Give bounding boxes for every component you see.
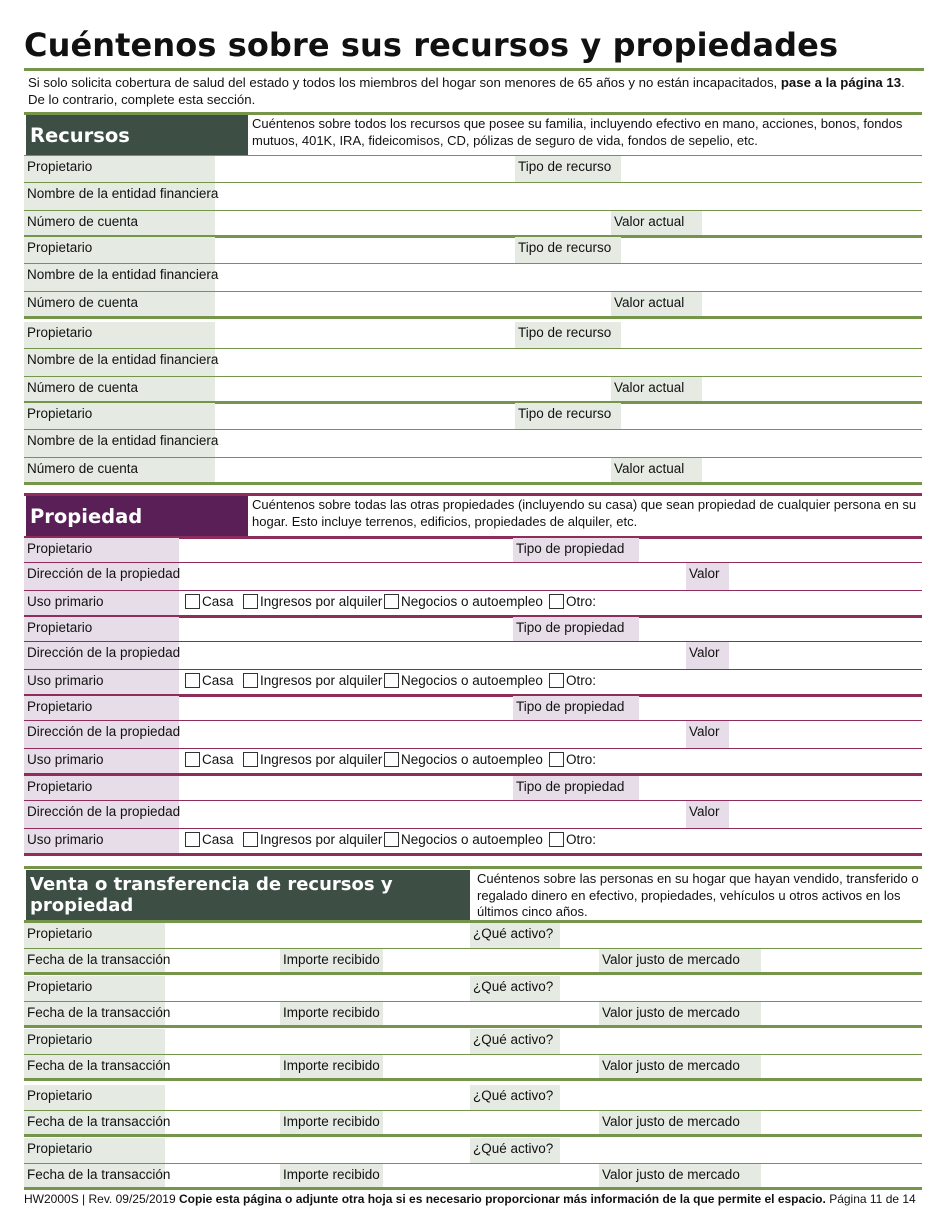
intro-text-part2: . De lo contrario, complete esta sección.	[28, 75, 905, 107]
owner-label: Propietario	[24, 1138, 165, 1163]
institution-label: Nombre de la entidad financiera	[24, 349, 215, 376]
property-address-row	[24, 801, 922, 828]
institution-label: Nombre de la entidad financiera	[24, 183, 215, 210]
resources-section	[24, 112, 922, 487]
owner-input[interactable]	[179, 696, 513, 720]
option-label: Ingresos por alquiler	[260, 673, 383, 688]
option-label: Casa	[202, 832, 234, 847]
fair-market-value-input[interactable]	[761, 1055, 922, 1078]
fair-market-value-input[interactable]	[761, 1002, 922, 1025]
owner-input[interactable]	[215, 403, 515, 429]
option-label: Otro:	[566, 594, 597, 609]
property-section	[24, 493, 922, 857]
business-option	[384, 673, 543, 688]
home-option	[185, 673, 234, 688]
primary-use-label: Uso primario	[24, 829, 179, 853]
transfer-date-row	[24, 949, 922, 972]
transfer-top-rule	[24, 866, 922, 869]
asset-input[interactable]	[560, 1085, 922, 1110]
fair-market-value-label: Valor justo de mercado	[599, 1002, 761, 1025]
institution-input[interactable]	[215, 430, 922, 457]
owner-label: Propietario	[24, 538, 179, 562]
property-address-row	[24, 721, 922, 748]
option-label: Negocios o autoempleo	[401, 673, 543, 688]
asset-label: ¿Qué activo?	[470, 1029, 560, 1054]
checkbox[interactable]	[185, 594, 200, 609]
resource-type-input[interactable]	[621, 156, 922, 182]
option-label: Negocios o autoempleo	[401, 832, 543, 847]
institution-input[interactable]	[215, 183, 922, 210]
option-label: Otro:	[566, 752, 597, 767]
page-number: Página 11 de 14	[829, 1192, 916, 1206]
resource-owner-row	[24, 156, 922, 182]
option-label: Casa	[202, 752, 234, 767]
resource-owner-row	[24, 322, 922, 348]
property-address-input[interactable]	[179, 721, 686, 748]
property-type-input[interactable]	[639, 776, 922, 800]
owner-input[interactable]	[215, 237, 515, 263]
owner-label: Propietario	[24, 1085, 165, 1110]
resource-type-input[interactable]	[621, 237, 922, 263]
checkbox[interactable]	[384, 832, 399, 847]
form-id: HW2000S | Rev. 09/25/2019	[24, 1192, 176, 1206]
entry-divider	[24, 1134, 922, 1137]
current-value-input[interactable]	[702, 211, 922, 235]
owner-input[interactable]	[165, 1029, 470, 1054]
property-value-label: Valor	[686, 721, 729, 748]
owner-input[interactable]	[165, 1138, 470, 1163]
intro-text	[28, 74, 924, 108]
rental-income-option	[243, 673, 382, 688]
checkbox[interactable]	[549, 673, 564, 688]
option-label: Negocios o autoempleo	[401, 752, 543, 767]
option-label: Negocios o autoempleo	[401, 594, 543, 609]
transaction-date-input[interactable]	[165, 1164, 280, 1187]
account-number-label: Número de cuenta	[24, 377, 215, 401]
primary-use-row	[24, 829, 922, 853]
amount-received-label: Importe recibido	[280, 1002, 383, 1025]
business-option	[384, 752, 543, 767]
owner-input[interactable]	[165, 976, 470, 1001]
fair-market-value-label: Valor justo de mercado	[599, 1164, 761, 1187]
transfer-header: Venta o transferencia de recursos y propiedad	[26, 870, 470, 920]
owner-label: Propietario	[24, 322, 215, 348]
transfer-description: Cuéntenos sobre las personas en su hogar que hayan vendido, transferido o regalado dinero en efectivo, propiedades, vehículos u otros activos en los últimos cinco años.	[477, 871, 919, 919]
other-option	[549, 594, 596, 609]
resource-type-label: Tipo de recurso	[515, 322, 621, 348]
property-value-input[interactable]	[729, 801, 922, 828]
checkbox[interactable]	[243, 594, 258, 609]
checkbox[interactable]	[384, 673, 399, 688]
intro-text-part1: Si solo solicita cobertura de salud del estado y todos los miembros del hogar son menores de 65 años y no están incapacitados,	[28, 75, 781, 90]
checkbox[interactable]	[384, 594, 399, 609]
account-number-label: Número de cuenta	[24, 458, 215, 482]
account-number-label: Número de cuenta	[24, 292, 215, 316]
resource-type-input[interactable]	[621, 322, 922, 348]
primary-use-row	[24, 591, 922, 615]
amount-received-input[interactable]	[383, 949, 599, 972]
institution-input[interactable]	[215, 264, 922, 291]
property-type-input[interactable]	[639, 617, 922, 641]
owner-input[interactable]	[179, 776, 513, 800]
account-number-label: Número de cuenta	[24, 211, 215, 235]
property-value-input[interactable]	[729, 642, 922, 669]
transfer-owner-row	[24, 976, 922, 1001]
account-row	[24, 292, 922, 316]
other-input[interactable]	[604, 591, 922, 615]
transfer-section	[24, 866, 922, 1190]
rental-income-option	[243, 832, 382, 847]
asset-label: ¿Qué activo?	[470, 1138, 560, 1163]
property-address-row	[24, 642, 922, 669]
amount-received-label: Importe recibido	[280, 1055, 383, 1078]
fair-market-value-input[interactable]	[761, 1164, 922, 1187]
property-type-label: Tipo de propiedad	[513, 617, 639, 641]
property-address-label: Dirección de la propiedad	[24, 642, 179, 669]
checkbox[interactable]	[549, 832, 564, 847]
owner-label: Propietario	[24, 776, 179, 800]
rental-income-option	[243, 752, 382, 767]
transfer-owner-row	[24, 1029, 922, 1054]
account-number-input[interactable]	[215, 211, 611, 235]
transfer-owner-row	[24, 923, 922, 948]
property-owner-row	[24, 617, 922, 641]
home-option	[185, 752, 234, 767]
fair-market-value-input[interactable]	[761, 1111, 922, 1134]
page-title: Cuéntenos sobre sus recursos y propiedades	[24, 26, 839, 64]
asset-input[interactable]	[560, 1029, 922, 1054]
property-type-label: Tipo de propiedad	[513, 696, 639, 720]
current-value-label: Valor actual	[611, 377, 702, 401]
other-option	[549, 673, 596, 688]
checkbox[interactable]	[185, 752, 200, 767]
checkbox[interactable]	[243, 752, 258, 767]
transfer-date-row	[24, 1055, 922, 1078]
other-option	[549, 832, 596, 847]
owner-label: Propietario	[24, 1029, 165, 1054]
property-value-label: Valor	[686, 801, 729, 828]
transaction-date-input[interactable]	[165, 1002, 280, 1025]
amount-received-input[interactable]	[383, 1111, 599, 1134]
primary-use-row	[24, 670, 922, 694]
intro-text-bold: pase a la página 13	[780, 75, 902, 90]
option-label: Ingresos por alquiler	[260, 594, 383, 609]
checkbox[interactable]	[549, 594, 564, 609]
account-row	[24, 211, 922, 235]
primary-use-label: Uso primario	[24, 591, 179, 615]
transfer-owner-row	[24, 1138, 922, 1163]
asset-input[interactable]	[560, 976, 922, 1001]
entry-divider	[24, 1187, 922, 1190]
property-type-input[interactable]	[639, 696, 922, 720]
rental-income-option	[243, 594, 382, 609]
asset-label: ¿Qué activo?	[470, 976, 560, 1001]
property-address-label: Dirección de la propiedad	[24, 563, 179, 590]
entry-divider	[24, 972, 922, 975]
asset-input[interactable]	[560, 1138, 922, 1163]
current-value-input[interactable]	[702, 377, 922, 401]
amount-received-label: Importe recibido	[280, 949, 383, 972]
owner-label: Propietario	[24, 696, 179, 720]
account-number-input[interactable]	[215, 292, 611, 316]
owner-label: Propietario	[24, 976, 165, 1001]
current-value-input[interactable]	[702, 292, 922, 316]
footer-message: Copie esta página o adjunte otra hoja si es necesario proporcionar más información de la que permite el espacio.	[179, 1192, 826, 1206]
owner-label: Propietario	[24, 156, 215, 182]
property-value-label: Valor	[686, 642, 729, 669]
owner-input[interactable]	[179, 538, 513, 562]
transaction-date-input[interactable]	[165, 949, 280, 972]
property-owner-row	[24, 696, 922, 720]
property-address-input[interactable]	[179, 563, 686, 590]
account-row	[24, 377, 922, 401]
institution-label: Nombre de la entidad financiera	[24, 264, 215, 291]
transfer-date-row	[24, 1164, 922, 1187]
property-address-input[interactable]	[179, 801, 686, 828]
option-label: Casa	[202, 673, 234, 688]
entry-divider	[24, 316, 922, 319]
owner-label: Propietario	[24, 403, 215, 429]
amount-received-input[interactable]	[383, 1164, 599, 1187]
business-option	[384, 832, 543, 847]
property-value-input[interactable]	[729, 563, 922, 590]
resource-type-label: Tipo de recurso	[515, 156, 621, 182]
property-owner-row	[24, 538, 922, 562]
owner-label: Propietario	[24, 923, 165, 948]
checkbox[interactable]	[185, 832, 200, 847]
institution-label: Nombre de la entidad financiera	[24, 430, 215, 457]
property-address-label: Dirección de la propiedad	[24, 721, 179, 748]
transaction-date-input[interactable]	[165, 1055, 280, 1078]
owner-input[interactable]	[215, 156, 515, 182]
business-option	[384, 594, 543, 609]
fair-market-value-label: Valor justo de mercado	[599, 1055, 761, 1078]
checkbox[interactable]	[185, 673, 200, 688]
option-label: Ingresos por alquiler	[260, 832, 383, 847]
transfer-owner-row	[24, 1085, 922, 1110]
property-type-label: Tipo de propiedad	[513, 538, 639, 562]
amount-received-label: Importe recibido	[280, 1111, 383, 1134]
fair-market-value-label: Valor justo de mercado	[599, 1111, 761, 1134]
entry-divider	[24, 853, 922, 856]
account-number-input[interactable]	[215, 377, 611, 401]
institution-row	[24, 430, 922, 457]
footer	[24, 1192, 932, 1206]
transaction-date-label: Fecha de la transacción	[24, 1111, 165, 1134]
transfer-date-row	[24, 1111, 922, 1134]
property-address-row	[24, 563, 922, 590]
account-row	[24, 458, 922, 482]
primary-use-label: Uso primario	[24, 670, 179, 694]
transaction-date-label: Fecha de la transacción	[24, 1002, 165, 1025]
current-value-label: Valor actual	[611, 458, 702, 482]
resource-owner-row	[24, 237, 922, 263]
property-value-input[interactable]	[729, 721, 922, 748]
entry-divider	[24, 1078, 922, 1081]
resource-type-label: Tipo de recurso	[515, 403, 621, 429]
property-type-input[interactable]	[639, 538, 922, 562]
entry-divider	[24, 482, 922, 485]
property-address-label: Dirección de la propiedad	[24, 801, 179, 828]
institution-row	[24, 183, 922, 210]
asset-input[interactable]	[560, 923, 922, 948]
resource-type-label: Tipo de recurso	[515, 237, 621, 263]
property-address-input[interactable]	[179, 642, 686, 669]
transfer-date-row	[24, 1002, 922, 1025]
owner-label: Propietario	[24, 237, 215, 263]
home-option	[185, 832, 234, 847]
home-option	[185, 594, 234, 609]
owner-input[interactable]	[179, 617, 513, 641]
amount-received-input[interactable]	[383, 1055, 599, 1078]
other-input[interactable]	[604, 749, 922, 773]
current-value-label: Valor actual	[611, 211, 702, 235]
option-label: Otro:	[566, 673, 597, 688]
resource-type-input[interactable]	[621, 403, 922, 429]
resources-header: Recursos	[26, 115, 248, 155]
title-divider	[24, 68, 924, 71]
checkbox[interactable]	[243, 673, 258, 688]
entry-divider	[24, 1025, 922, 1028]
current-value-label: Valor actual	[611, 292, 702, 316]
property-header: Propiedad	[26, 496, 248, 536]
property-type-label: Tipo de propiedad	[513, 776, 639, 800]
owner-input[interactable]	[165, 923, 470, 948]
institution-row	[24, 349, 922, 376]
current-value-input[interactable]	[702, 458, 922, 482]
checkbox[interactable]	[243, 832, 258, 847]
primary-use-row	[24, 749, 922, 773]
owner-label: Propietario	[24, 617, 179, 641]
other-input[interactable]	[604, 829, 922, 853]
account-number-input[interactable]	[215, 458, 611, 482]
option-label: Ingresos por alquiler	[260, 752, 383, 767]
property-owner-row	[24, 776, 922, 800]
transaction-date-label: Fecha de la transacción	[24, 949, 165, 972]
other-input[interactable]	[604, 670, 922, 694]
amount-received-input[interactable]	[383, 1002, 599, 1025]
fair-market-value-label: Valor justo de mercado	[599, 949, 761, 972]
institution-input[interactable]	[215, 349, 922, 376]
institution-row	[24, 264, 922, 291]
resources-description: Cuéntenos sobre todos los recursos que posee su familia, incluyendo efectivo en mano, acciones, bonos, fondos mutuos, 401K, IRA, fideicomisos, CD, pólizas de seguro de vida, fondos de sepelio, etc.	[252, 116, 903, 148]
asset-label: ¿Qué activo?	[470, 923, 560, 948]
property-value-label: Valor	[686, 563, 729, 590]
transaction-date-label: Fecha de la transacción	[24, 1164, 165, 1187]
owner-input[interactable]	[215, 322, 515, 348]
option-label: Casa	[202, 594, 234, 609]
other-option	[549, 752, 596, 767]
amount-received-label: Importe recibido	[280, 1164, 383, 1187]
owner-input[interactable]	[165, 1085, 470, 1110]
primary-use-label: Uso primario	[24, 749, 179, 773]
asset-label: ¿Qué activo?	[470, 1085, 560, 1110]
fair-market-value-input[interactable]	[761, 949, 922, 972]
option-label: Otro:	[566, 832, 597, 847]
checkbox[interactable]	[384, 752, 399, 767]
property-description: Cuéntenos sobre todas las otras propiedades (incluyendo su casa) que sean propiedad de cualquier persona en su hogar. Esto incluye terrenos, edificios, propiedades de alquiler, etc.	[252, 497, 917, 529]
transaction-date-label: Fecha de la transacción	[24, 1055, 165, 1078]
transaction-date-input[interactable]	[165, 1111, 280, 1134]
resource-owner-row	[24, 403, 922, 429]
checkbox[interactable]	[549, 752, 564, 767]
